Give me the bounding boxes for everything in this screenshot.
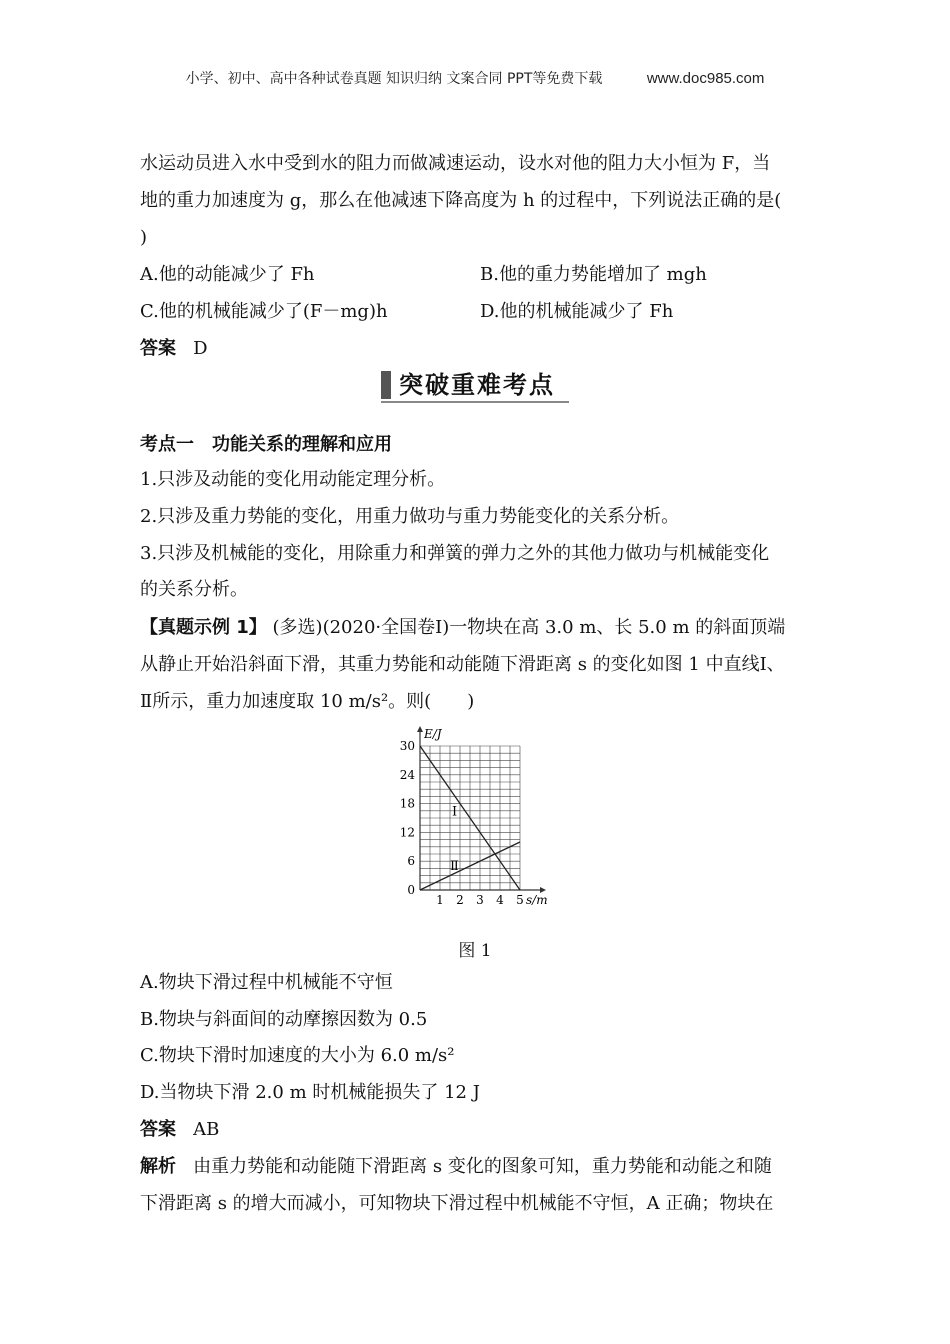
y-axis-label: E/J: [424, 727, 442, 741]
y-tick-label: 6: [407, 854, 415, 869]
analysis-text-1: 由重力势能和动能随下滑距离 s 变化的图象可知，重力势能和动能之和随: [193, 1156, 772, 1177]
example-line-1: [140, 616, 785, 640]
y-tick-label: 24: [399, 767, 415, 782]
header-text: 小学、初中、高中各种试卷真题 知识归纳 文案合同 PPT等免费下载: [185, 71, 603, 87]
section-banner: [381, 369, 569, 403]
analysis-line-2: 下滑距离 s 的增大而减小，可知物块下滑过程中机械能不守恒，A 正确；物块在: [140, 1193, 774, 1214]
question-line-2: 地的重力加速度为 g，那么在他减速下降高度为 h 的过程中，下列说法正确的是(: [140, 190, 782, 211]
banner-underline: [381, 401, 569, 403]
header-site: www.doc985.com: [646, 70, 765, 87]
example-line-3: Ⅱ所示，重力加速度取 10 m/s²。则( ): [140, 691, 475, 712]
example-answer-row: [140, 1118, 219, 1142]
section-item-4: 的关系分析。: [140, 579, 248, 600]
question-line-1: 水运动员进入水中受到水的阻力而做减速运动，设水对他的阻力大小恒为 F，当: [140, 153, 771, 174]
y-tick-label: 30: [399, 739, 415, 753]
x-tick-label: 5: [516, 893, 524, 907]
section-item-1: 1.只涉及动能的变化用动能定理分析。: [140, 469, 446, 490]
example-option-b: B.物块与斜面间的动摩擦因数为 0.5: [140, 1009, 428, 1030]
x-tick-label: 2: [456, 893, 464, 907]
x-tick-label: 4: [496, 893, 504, 907]
answer-row: [140, 337, 208, 361]
series-label-2: Ⅱ: [450, 858, 459, 874]
example-line-2: 从静止开始沿斜面下滑，其重力势能和动能随下滑距离 s 的变化如图 1 中直线Ⅰ、: [140, 654, 785, 675]
page-header: [0, 68, 950, 88]
series-label-1: Ⅰ: [452, 804, 458, 820]
example-option-a: A.物块下滑过程中机械能不守恒: [140, 972, 393, 993]
x-tick-label: 3: [476, 893, 484, 907]
option-b: B.他的重力势能增加了 mgh: [480, 264, 707, 285]
section-item-2: 2.只涉及重力势能的变化，用重力做功与重力势能变化的关系分析。: [140, 506, 680, 527]
answer-value: D: [193, 338, 208, 359]
y-tick-label: 12: [399, 825, 415, 840]
option-a: A.他的动能减少了 Fh: [140, 264, 315, 285]
analysis-label: 解析: [140, 1156, 176, 1177]
option-d: D.他的机械能减少了 Fh: [480, 301, 674, 322]
section-title: 考点一 功能关系的理解和应用: [140, 434, 392, 455]
example-option-c: C.物块下滑时加速度的大小为 6.0 m/s²: [140, 1045, 455, 1066]
answer-label: 答案: [140, 338, 176, 359]
example-text-1: (多选)(2020·全国卷Ⅰ)一物块在高 3.0 m、长 5.0 m 的斜面顶端: [266, 617, 786, 638]
x-axis-label: s/m: [526, 893, 548, 907]
example-tag: 【真题示例 1】: [140, 617, 267, 638]
example-answer-label: 答案: [140, 1119, 176, 1140]
banner-bar: [381, 371, 391, 399]
example-answer-value: AB: [193, 1119, 220, 1140]
chart-axes: [417, 726, 546, 893]
y-tick-label: 0: [407, 883, 415, 897]
analysis-line-1: [140, 1155, 772, 1179]
section-item-3: 3.只涉及机械能的变化，用除重力和弹簧的弹力之外的其他力做功与机械能变化: [140, 543, 770, 564]
x-tick-label: 1: [436, 893, 444, 907]
question-line-3: ): [140, 227, 148, 248]
banner-title: 突破重难考点: [399, 371, 555, 399]
y-axis-arrow: [417, 726, 423, 732]
example-option-d: D.当物块下滑 2.0 m 时机械能损失了 12 J: [140, 1082, 480, 1103]
chart-ticks: [400, 739, 524, 907]
figure-caption: 图 1: [458, 941, 492, 961]
y-tick-label: 18: [399, 796, 415, 811]
energy-chart: [390, 722, 560, 912]
option-c: C.他的机械能减少了(F－mg)h: [140, 301, 388, 322]
